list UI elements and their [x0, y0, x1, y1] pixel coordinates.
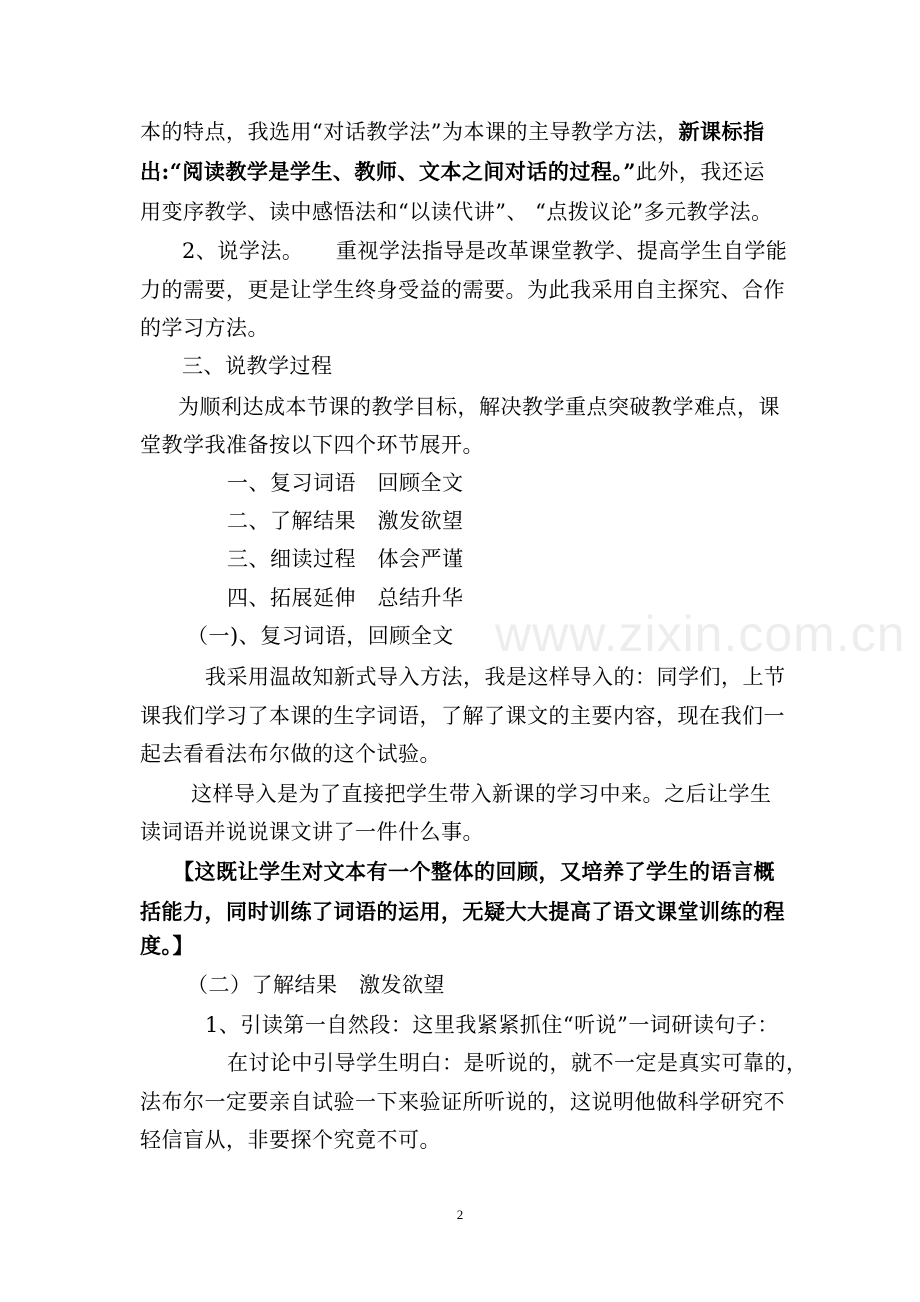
- body-line-25: 在讨论中引导学生明白：是听说的，就不一定是真实可靠的，: [227, 1051, 808, 1075]
- bold-commentary-line-1: 【这既让学生对文本有一个整体的回顾，又培养了学生的语言概: [173, 859, 775, 884]
- body-line-27: 轻信盲从，非要探个究竟不可。: [140, 1128, 441, 1152]
- body-line-16: 课我们学习了本课的生字词语，了解了课文的主要内容，现在我们一: [140, 704, 785, 728]
- watermark: www.zixin.com.cn: [495, 606, 906, 662]
- body-line-24: 1、引读第一自然段：这里我紧紧抓住“听说”一词研读句子：: [205, 1013, 779, 1037]
- body-line-6: 的学习方法。: [140, 316, 269, 340]
- emphasis-text: 出:“阅读教学是学生、教师、文本之间对话的过程。”: [140, 159, 636, 184]
- section-heading-teaching-process: 三、说教学过程: [182, 354, 333, 378]
- outline-item-4: 四、拓展延伸 总结升华: [227, 586, 464, 610]
- body-line-18: 这样导入是为了直接把学生带入新课的学习中来。之后让学生: [191, 782, 772, 806]
- body-line-5: 力的需要，更是让学生终身受益的需要。为此我采用自主探究、合作: [140, 278, 785, 302]
- subsection-heading-2: （二）了解结果 激发欲望: [187, 973, 445, 997]
- page-number: 2: [456, 1207, 464, 1222]
- outline-item-3: 三、细读过程 体会严谨: [227, 547, 464, 571]
- body-line-1: [140, 117, 764, 147]
- body-text: 此外，我还运: [635, 160, 765, 184]
- body-text: 本的特点，我选用“对话教学法”为本课的主导教学方法，: [140, 120, 679, 144]
- body-line-15: 我采用温故知新式导入方法，我是这样导入的：同学们，上节: [205, 665, 786, 689]
- bold-commentary-line-3: 度。】: [140, 933, 194, 958]
- body-line-3: 用变序教学、读中感悟法和“以读代讲”、 “点拨议论”多元教学法。: [140, 200, 773, 224]
- body-line-9: 堂教学我准备按以下四个环节展开。: [140, 433, 484, 457]
- body-line-17: 起去看看法布尔做的这个试验。: [140, 742, 441, 766]
- section-heading-study-method: 2、说学法。 重视学法指导是改革课堂教学、提高学生自学能: [182, 239, 788, 263]
- bold-commentary-line-2: 括能力，同时训练了词语的运用，无疑大大提高了语文课堂训练的程: [140, 899, 785, 924]
- body-line-26: 法布尔一定要亲自试验一下来验证所听说的，这说明他做科学研究不: [140, 1090, 785, 1114]
- body-line-8: 为顺利达成本节课的教学目标，解决教学重点突破教学难点，课: [178, 395, 780, 419]
- outline-item-2: 二、了解结果 激发欲望: [227, 509, 464, 533]
- outline-item-1: 一、复习词语 回顾全文: [227, 471, 464, 495]
- body-line-2: [140, 157, 765, 187]
- emphasis-text: 新课标指: [678, 119, 765, 144]
- body-line-19: 读词语并说说课文讲了一件什么事。: [140, 820, 484, 844]
- subsection-heading-1: （一)、复习词语，回顾全文: [187, 624, 454, 648]
